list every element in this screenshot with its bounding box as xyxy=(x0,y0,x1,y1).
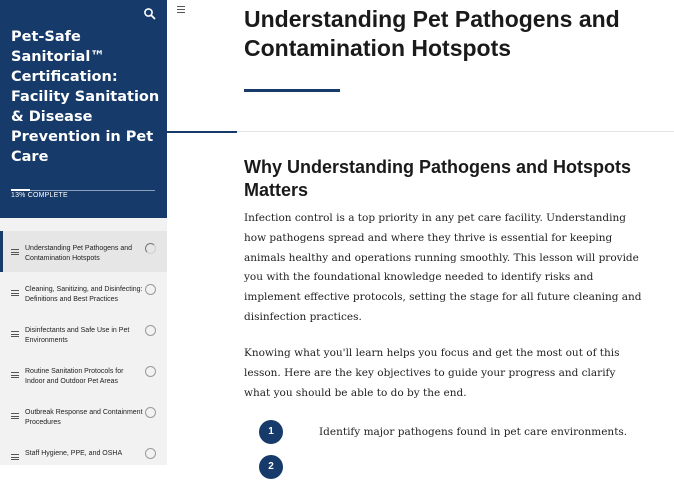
intro-paragraph: Infection control is a top priority in any pet care facility. Understanding how pathogens spread and where they thrive is essential for keeping animals healthy and operations running smoothly. This lesson will provide you with the foundational knowledge needed to identify risks and implement effective protocols, setting the stage for all future cleaning and disinfection practices. xyxy=(244,212,642,323)
objective-number-badge: 2 xyxy=(259,455,283,479)
title-underline xyxy=(244,89,340,92)
lesson-content xyxy=(167,0,674,472)
lesson-item-3[interactable] xyxy=(0,313,167,354)
progress-bar xyxy=(11,190,155,191)
lesson-list xyxy=(0,231,167,477)
header-divider xyxy=(167,131,674,132)
section-heading: Why Understanding Pathogens and Hotspots Matters xyxy=(244,157,632,200)
objectives-intro-paragraph: Knowing what you'll learn helps you focus and get the most out of this lesson. Here are the key objectives to guide your progress and clarify what you should be able to do by the end. xyxy=(244,347,620,399)
lesson-label: Routine Sanitation Protocols for Indoor and Outdoor Pet Areas xyxy=(25,368,124,385)
lesson-label: Staff Hygiene, PPE, and OSHA xyxy=(25,450,123,457)
objective-item xyxy=(244,455,664,481)
empty-circle-icon xyxy=(145,407,156,418)
search-icon[interactable] xyxy=(143,7,157,21)
hamburger-menu-icon[interactable] xyxy=(177,6,185,13)
header-divider-accent xyxy=(167,131,237,133)
objective-number-badge: 1 xyxy=(259,420,283,444)
progress-ring-icon xyxy=(145,243,156,254)
empty-circle-icon xyxy=(145,325,156,336)
lesson-item-5[interactable] xyxy=(0,395,167,436)
empty-circle-icon xyxy=(145,284,156,295)
lesson-label: Outbreak Response and Containment Procedures xyxy=(25,409,143,426)
empty-circle-icon xyxy=(145,448,156,459)
lesson-label: Understanding Pet Pathogens and Contamination Hotspots xyxy=(25,245,133,262)
course-sidebar xyxy=(0,0,167,465)
lesson-label: Cleaning, Sanitizing, and Disinfecting: Definitions and Best Practices xyxy=(25,286,143,303)
lesson-item-2[interactable] xyxy=(0,272,167,313)
lesson-list-icon xyxy=(11,372,19,378)
progress-bar-fill xyxy=(11,189,30,191)
progress-label: 13% COMPLETE xyxy=(11,192,68,199)
empty-circle-icon xyxy=(145,366,156,377)
objective-text: Identify major pathogens found in pet care environments. xyxy=(319,426,628,438)
lesson-list-icon xyxy=(11,249,19,255)
lesson-list-icon xyxy=(11,290,19,296)
course-title: Pet-Safe Sanitorial™ Certification: Facility Sanitation & Disease Prevention in Pet Care xyxy=(11,29,160,165)
lesson-list-icon xyxy=(11,413,19,419)
lesson-item-1[interactable] xyxy=(0,231,167,272)
lesson-list-icon xyxy=(11,454,19,460)
sidebar-header xyxy=(0,0,167,218)
lesson-title: Understanding Pet Pathogens and Contamination Hotspots xyxy=(244,6,620,61)
objective-item xyxy=(244,420,664,446)
lesson-item-6[interactable] xyxy=(0,436,167,477)
lesson-item-4[interactable] xyxy=(0,354,167,395)
lesson-label: Disinfectants and Safe Use in Pet Environments xyxy=(25,327,130,344)
lesson-list-icon xyxy=(11,331,19,337)
